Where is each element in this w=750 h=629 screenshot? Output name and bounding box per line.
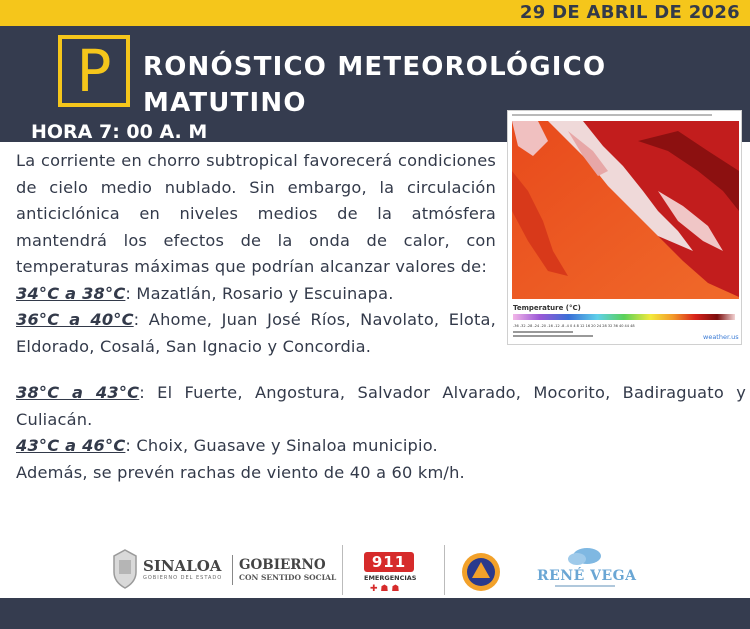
range-item-3 <box>16 380 746 433</box>
range-label: 43°C a 46°C <box>16 436 126 455</box>
report-time: HORA 7: 00 A. M <box>31 121 208 143</box>
emergency-label: EMERGENCIAS <box>364 574 417 582</box>
bottom-bar <box>0 598 750 629</box>
map-brand: weather.us <box>703 333 739 341</box>
sinaloa-logo-text: SINALOA <box>143 557 222 575</box>
sinaloa-logo-subtext: GOBIERNO DEL ESTADO <box>143 575 223 581</box>
emergency-icons: ✚ ☗ ☗ <box>370 584 400 594</box>
temperature-map <box>507 110 742 345</box>
sinaloa-crest-icon <box>110 548 140 590</box>
logo-divider <box>342 545 343 595</box>
logo-divider <box>232 555 233 585</box>
forecast-text <box>16 148 496 360</box>
range-label: 36°C a 40°C <box>16 310 134 329</box>
temperature-map-graphic <box>508 111 741 344</box>
closing-paragraph: Además, se prevén rachas de viento de 40 a 60 km/h. <box>16 462 465 482</box>
range-places: : Ahome, Juan José Ríos, Navolato, Elota, Eldorado, Cosalá, San Ignacio y Concordia. <box>16 310 496 356</box>
logo-divider <box>444 545 445 595</box>
range-places: : Choix, Guasave y Sinaloa municipio. <box>125 436 438 455</box>
title-line-2: MATUTINO <box>143 88 307 118</box>
range-item-1 <box>16 281 496 308</box>
range-places: : Mazatlán, Rosario y Escuinapa. <box>125 283 394 303</box>
footer-logos <box>0 540 750 600</box>
svg-text:-36 -32 -28 -24 -20 -16 -12 -8: -36 -32 -28 -24 -20 -16 -12 -8 -4 0 4 8 12 16 20 24 28 32 36 40 44 48 <box>513 324 635 328</box>
civil-protection-logo-icon <box>461 552 501 592</box>
gobierno-logo-subtext: CON SENTIDO SOCIAL <box>239 573 337 582</box>
report-date: 29 DE ABRIL DE 2026 <box>519 2 740 23</box>
rene-vega-logo-text: RENÉ VEGA <box>537 568 637 584</box>
map-legend-title: Temperature (°C) <box>513 304 581 312</box>
cloud-logo-icon <box>565 544 605 566</box>
range-places: : El Fuerte, Angostura, Salvador Alvarado, Mocorito, Badiraguato y Culiacán. <box>16 383 746 429</box>
intro-paragraph: La corriente en chorro subtropical favorecerá condiciones de cielo medio nublado. Sin embargo, la circulación anticiclónica en niveles medios de la atmósfera mantendrá los efectos de la onda de calor, con temperaturas máximas que podrían alcanzar valores de: <box>16 151 496 276</box>
top-date-bar <box>0 0 750 26</box>
forecast-text-wide <box>16 380 746 486</box>
rene-vega-subtext <box>555 585 615 587</box>
initial-letter-box <box>58 35 130 107</box>
range-item-4 <box>16 433 746 460</box>
range-label: 34°C a 38°C <box>16 283 126 303</box>
emergency-number: 911 <box>371 553 407 571</box>
title-line-1: RONÓSTICO METEOROLÓGICO <box>143 52 607 82</box>
range-label: 38°C a 43°C <box>16 383 140 402</box>
emergency-logo <box>364 552 414 572</box>
initial-letter: P <box>76 37 112 105</box>
range-item-2 <box>16 307 496 360</box>
gobierno-logo-text: GOBIERNO <box>239 557 326 573</box>
